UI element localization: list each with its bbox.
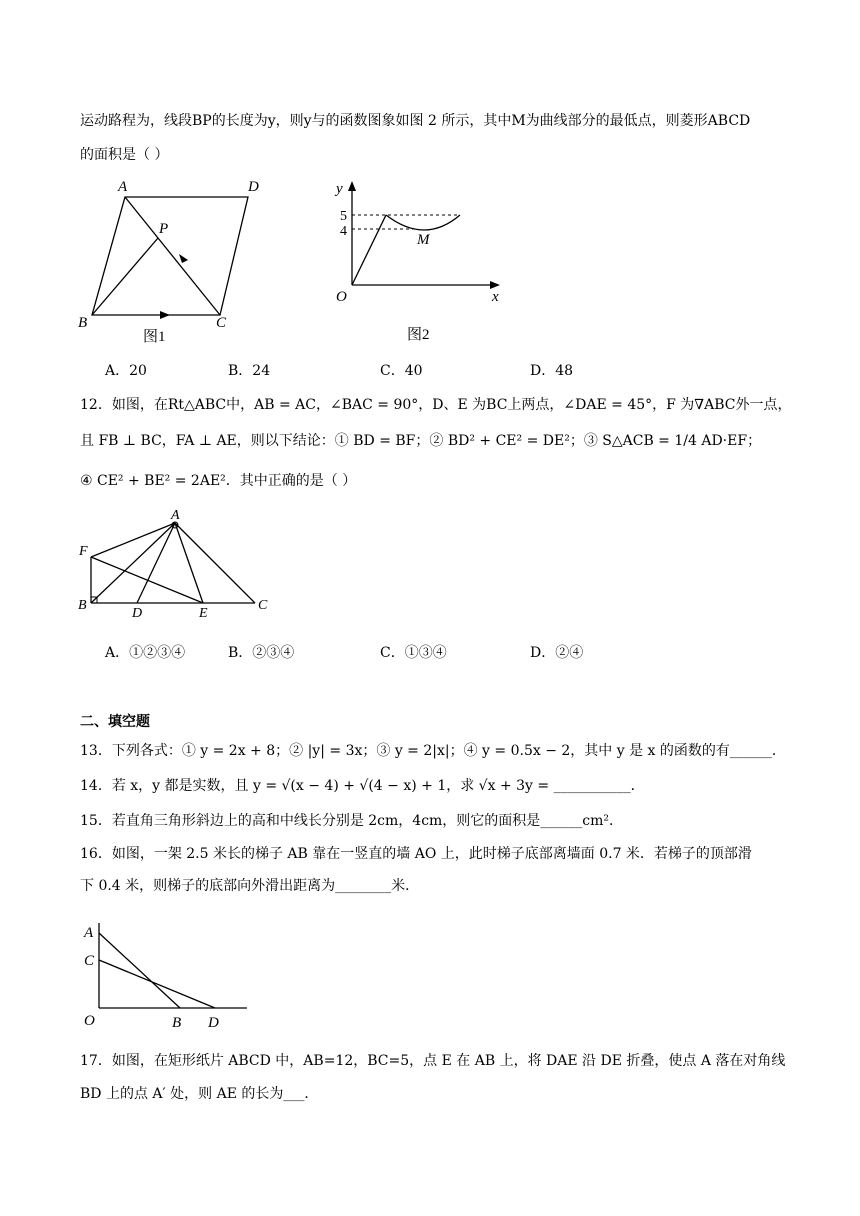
label-A: A <box>171 508 180 523</box>
label-B: B <box>78 598 87 613</box>
q17-line1: 17．如图，在矩形纸片 ABCD 中，AB=12，BC=5，点 E 在 AB 上，将 DAE 沿 DE 折叠，使点 A 落在对角线 <box>80 1053 786 1069</box>
label-P: P <box>159 221 169 237</box>
label-A: A <box>84 925 94 941</box>
label-O: O <box>84 1013 95 1029</box>
label-C: C <box>216 315 227 331</box>
q11-option-b: B．24 <box>228 363 271 379</box>
q12-option-c: C．①③④ <box>380 645 447 661</box>
q12-option-a: A．①②③④ <box>105 645 186 661</box>
q12-line2: 且 FB ⊥ BC，FA ⊥ AE，则以下结论：① BD = BF；② BD² + CE² = DE²；③ S△ACB = 1/4 AD·EF； <box>80 433 762 449</box>
q12-option-d: D．②④ <box>530 645 584 661</box>
label-F: F <box>79 544 88 559</box>
label-A: A <box>118 179 128 195</box>
label-C: C <box>258 598 268 613</box>
q11-option-d: D．48 <box>530 363 574 379</box>
section-title-fill-in: 二、填空题 <box>80 714 150 730</box>
q11-line1: 运动路程为，线段BP的长度为y，则y与的函数图象如图 2 所示，其中M为曲线部分的最低点，则菱形ABCD <box>80 113 751 129</box>
tick-4: 4 <box>340 224 347 239</box>
q11-option-a: A．20 <box>105 363 147 379</box>
label-B: B <box>78 315 88 331</box>
label-D: D <box>132 606 143 620</box>
q17-line2: BD 上的点 A′ 处，则 AE 的长为___． <box>80 1086 319 1102</box>
label-M: M <box>417 232 430 248</box>
q11-line2: 的面积是（ ） <box>80 147 169 163</box>
label-B: B <box>172 1015 182 1031</box>
fig1-caption: 图1 <box>143 329 166 345</box>
q11-option-c: C．40 <box>380 363 423 379</box>
q11-figure2 <box>320 175 520 350</box>
q16-figure <box>75 915 260 1035</box>
label-D: D <box>248 179 259 195</box>
label-E: E <box>199 606 208 620</box>
q15: 15．若直角三角形斜边上的高和中线长分别是 2cm，4cm，则它的面积是______cm²． <box>80 813 624 829</box>
q16-line2: 下 0.4 米，则梯子的底部向外滑出距离为________米． <box>80 878 420 894</box>
q14: 14．若 x，y 都是实数，且 y = √(x − 4) + √(4 − x) + 1，求 √x + 3y = ___________． <box>80 778 645 794</box>
axis-y-label: y <box>336 181 343 197</box>
q13: 13．下列各式：① y = 2x + 8；② |y| = 3x；③ y = 2|x|；④ y = 0.5x − 2，其中 y 是 x 的函数的有______． <box>80 743 786 759</box>
q12-option-b: B．②③④ <box>228 645 295 661</box>
label-C: C <box>84 953 95 969</box>
tick-5: 5 <box>340 209 347 224</box>
q12-line3: ④ CE² + BE² = 2AE²．其中正确的是（ ） <box>80 473 357 489</box>
fig2-caption: 图2 <box>407 327 430 343</box>
axis-x-label: x <box>492 289 499 305</box>
q16-line1: 16．如图，一架 2.5 米长的梯子 AB 靠在一竖直的墙 AO 上，此时梯子底部离墙面 0.7 米．若梯子的顶部滑 <box>80 846 752 862</box>
label-D: D <box>208 1015 219 1031</box>
origin-label: O <box>336 289 347 305</box>
q12-line1: 12．如图，在Rt△ABC中，AB = AC，∠BAC = 90°，D、E 为BC上两点，∠DAE = 45°，F 为∇ABC外一点， <box>80 397 792 413</box>
q12-figure <box>75 505 280 620</box>
q11-figure1 <box>70 175 280 350</box>
